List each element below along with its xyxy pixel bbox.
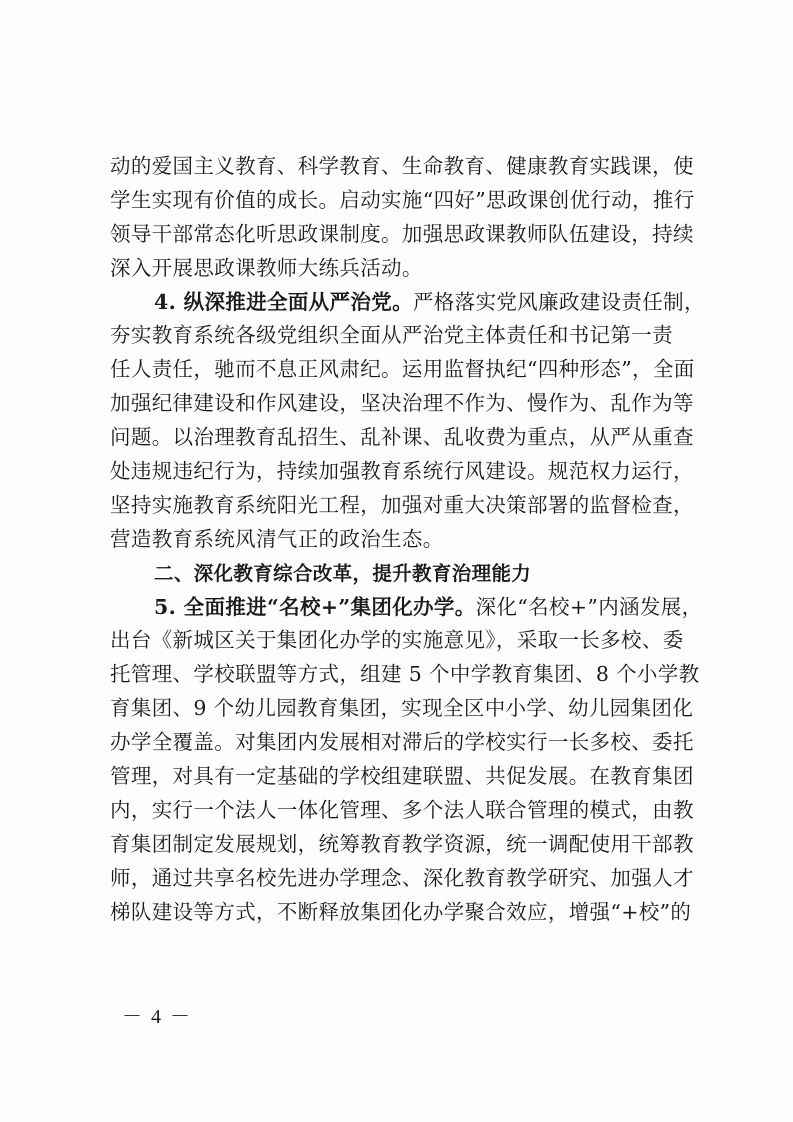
- section-5-first-line: [110, 591, 706, 625]
- section-5-text: 深化“名校+”内涵发展，: [475, 594, 703, 619]
- text-line: 办学全覆盖。对集团内发展相对滞后的学校实行一长多校、委托: [110, 730, 694, 755]
- text-line: 坚持实施教育系统阳光工程，加强对重大决策部署的监督检查，: [110, 492, 694, 517]
- text-line: 梯队建设等方式，不断释放集团化办学聚合效应，增强“+校”的: [110, 899, 692, 924]
- text-line: 营造教育系统风清气正的政治生态。: [110, 526, 444, 551]
- text-line: 育集团制定发展规划，统筹教育教学资源，统一调配使用干部教: [110, 831, 694, 856]
- text-line: 问题。以治理教育乱招生、乱补课、乱收费为重点，从严从重查: [110, 425, 694, 450]
- text-line: 托管理、学校联盟等方式，组建 5 个中学教育集团、8 个小学教: [110, 662, 700, 687]
- text-line: 深入开展思政课教师大练兵活动。: [110, 255, 423, 280]
- section-4-text: 严格落实党风廉政建设责任制，: [412, 289, 705, 314]
- section-4-first-line: [110, 286, 706, 320]
- text-line: 动的爱国主义教育、科学教育、生命教育、健康教育实践课，使: [110, 154, 694, 178]
- chapter-heading: 二、深化教育综合改革，提升教育治理能力: [154, 561, 532, 585]
- page-number: － 4 －: [122, 1006, 192, 1028]
- text-line: 师，通过共享名校先进办学理念、深化教育教学研究、加强人才: [110, 865, 694, 890]
- text-line: 管理，对具有一定基础的学校组建联盟、共促发展。在教育集团: [110, 764, 694, 789]
- text-line: 内，实行一个法人一体化管理、多个法人联合管理的模式，由教: [110, 797, 694, 822]
- body-text: [110, 150, 706, 929]
- text-line: 出台《新城区关于集团化办学的实施意见》，采取一长多校、委: [110, 628, 684, 653]
- text-line: 学生实现有价值的成长。启动实施“四好”思政课创优行动，推行: [110, 187, 695, 212]
- text-line: 加强纪律建设和作风建设，坚决治理不作为、慢作为、乱作为等: [110, 391, 694, 416]
- text-line: 夯实教育系统各级党组织全面从严治党主体责任和书记第一责: [110, 323, 673, 348]
- text-line: 育集团、9 个幼儿园教育集团，实现全区中小学、幼儿园集团化: [110, 696, 694, 721]
- text-line: 任人责任，驰而不息正风肃纪。运用监督执纪“四种形态”，全面: [110, 357, 695, 382]
- section-4-title: 4. 纵深推进全面从严治党。: [154, 289, 413, 314]
- text-line: 处违规违纪行为，持续加强教育系统行风建设。规范权力运行，: [110, 459, 694, 484]
- section-5-title: 5. 全面推进“名校+”集团化办学。: [154, 594, 476, 619]
- text-line: 领导干部常态化听思政课制度。加强思政课教师队伍建设，持续: [110, 221, 694, 246]
